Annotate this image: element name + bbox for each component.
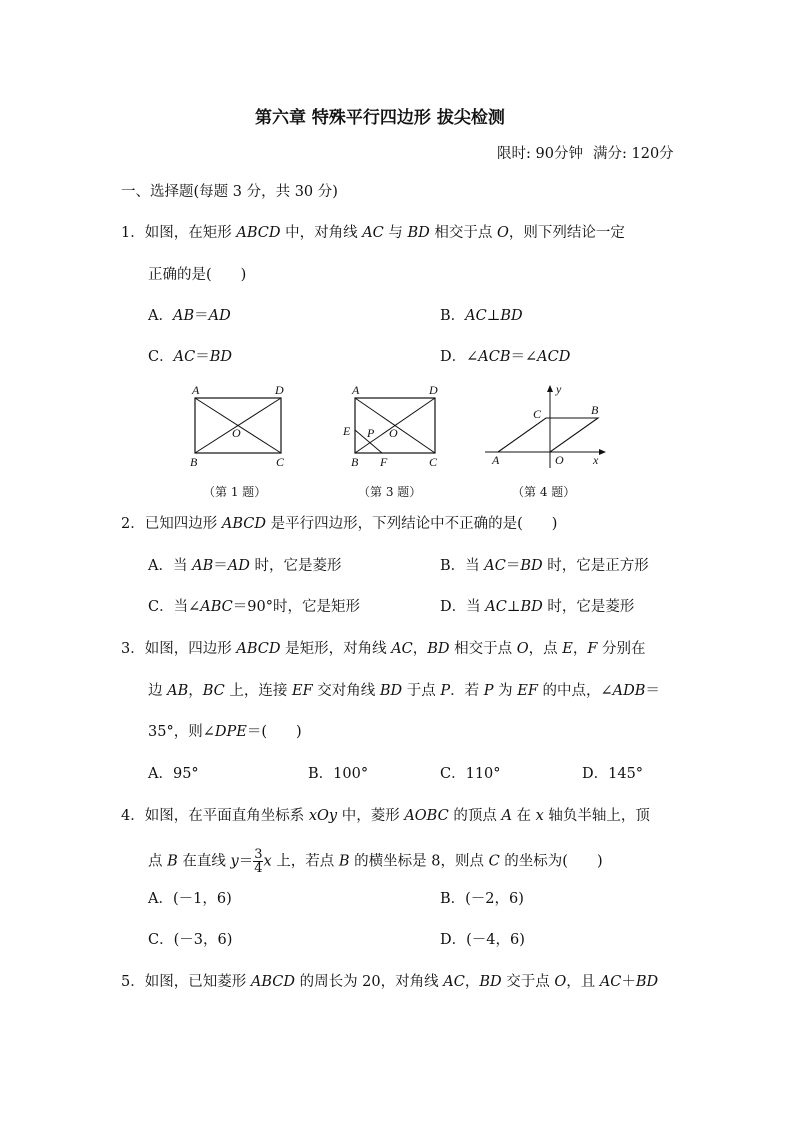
figure-3-rectangle xyxy=(340,380,450,470)
question-3-line-1: 3．如图，四边形 ABCD 是矩形，对角线 AC，BD 相交于点 O，点 E，F 分别在 xyxy=(121,641,646,657)
q3-option-d: D．145° xyxy=(582,766,644,782)
figure-4-coordinate-plane xyxy=(480,380,610,470)
figure-1-caption: （第 1 题） xyxy=(203,485,267,499)
q1-option-b: B．AC⊥BD xyxy=(440,308,523,324)
label-d: D xyxy=(429,383,438,397)
question-number: 3． xyxy=(121,641,145,657)
q3-option-c: C．110° xyxy=(440,766,501,782)
question-4-line-2: 点 B 在直线 y＝ $\frac{3}{4}$ x 上，若点 B 的横坐标是 8，则点 C 的坐标为( ) xyxy=(148,847,603,876)
q1-option-c: C．AC＝BD xyxy=(148,349,232,365)
full-score: 满分: 120分 xyxy=(593,146,674,162)
label-o: O xyxy=(232,426,241,440)
q2-option-a: A．当 AB＝AD 时，它是菱形 xyxy=(148,558,342,574)
q2-option-b: B．当 AC＝BD 时，它是正方形 xyxy=(440,558,649,574)
label-a: A xyxy=(352,383,360,397)
question-5-line-1: 5．如图，已知菱形 ABCD 的周长为 20，对角线 AC，BD 交于点 O，且 AC＋BD xyxy=(121,974,659,990)
q1-option-d: D．∠ACB＝∠ACD xyxy=(440,349,571,365)
time-limit: 限时: 90分钟 xyxy=(497,146,583,162)
label-c: C xyxy=(429,455,438,469)
q3-option-a: A．95° xyxy=(148,766,199,782)
question-number: 2． xyxy=(121,516,145,532)
label-o: O xyxy=(555,453,564,467)
question-1-line-2: 正确的是( ) xyxy=(148,267,247,283)
label-f: F xyxy=(380,455,388,469)
figure-3-caption: （第 3 题） xyxy=(358,485,422,499)
question-2-line-1: 2．已知四边形 ABCD 是平行四边形，下列结论中不正确的是( ) xyxy=(121,516,558,532)
q1-option-a: A．AB＝AD xyxy=(148,308,231,324)
figure-1-rectangle xyxy=(185,380,295,470)
label-a: A xyxy=(492,453,500,467)
section-heading: 一、选择题(每题 3 分，共 30 分) xyxy=(121,184,338,200)
question-3-line-3: 35°，则∠DPE＝( ) xyxy=(148,724,302,740)
question-number: 4． xyxy=(121,808,145,824)
question-3-line-2: 边 AB，BC 上，连接 EF 交对角线 BD 于点 P．若 P 为 EF 的中点，∠ADB＝ xyxy=(148,683,660,699)
question-4-line-1: 4．如图，在平面直角坐标系 xOy 中，菱形 AOBC 的顶点 A 在 x 轴负半轴上，顶 xyxy=(121,808,650,824)
label-b: B xyxy=(591,403,599,417)
label-p: P xyxy=(367,426,375,440)
label-c: C xyxy=(533,407,542,421)
question-number: 1． xyxy=(121,225,145,241)
label-a: A xyxy=(192,383,200,397)
q4-option-a: A．(－1，6) xyxy=(148,891,232,907)
label-o: O xyxy=(389,426,398,440)
question-number: 5． xyxy=(121,974,145,990)
label-x-axis: x xyxy=(593,453,599,467)
label-c: C xyxy=(276,455,285,469)
q4-option-c: C．(－3，6) xyxy=(148,932,233,948)
question-1-line-1: 1．如图，在矩形 ABCD 中，对角线 AC 与 BD 相交于点 O，则下列结论一定 xyxy=(121,225,625,241)
label-b: B xyxy=(190,455,198,469)
q3-option-b: B．100° xyxy=(308,766,369,782)
q4-option-d: D．(－4，6) xyxy=(440,932,525,948)
fraction-three-quarters: $\frac{3}{4}$ xyxy=(254,847,263,876)
figure-4-caption: （第 4 题） xyxy=(512,485,576,499)
q2-option-d: D．当 AC⊥BD 时，它是菱形 xyxy=(440,599,635,615)
label-y-axis: y xyxy=(556,382,562,396)
page-title: 第六章 特殊平行四边形 拔尖检测 xyxy=(255,108,505,128)
q2-option-c: C．当∠ABC＝90°时，它是矩形 xyxy=(148,599,360,615)
q4-option-b: B．(－2，6) xyxy=(440,891,524,907)
label-e: E xyxy=(343,424,351,438)
label-d: D xyxy=(275,383,284,397)
label-b: B xyxy=(351,455,359,469)
